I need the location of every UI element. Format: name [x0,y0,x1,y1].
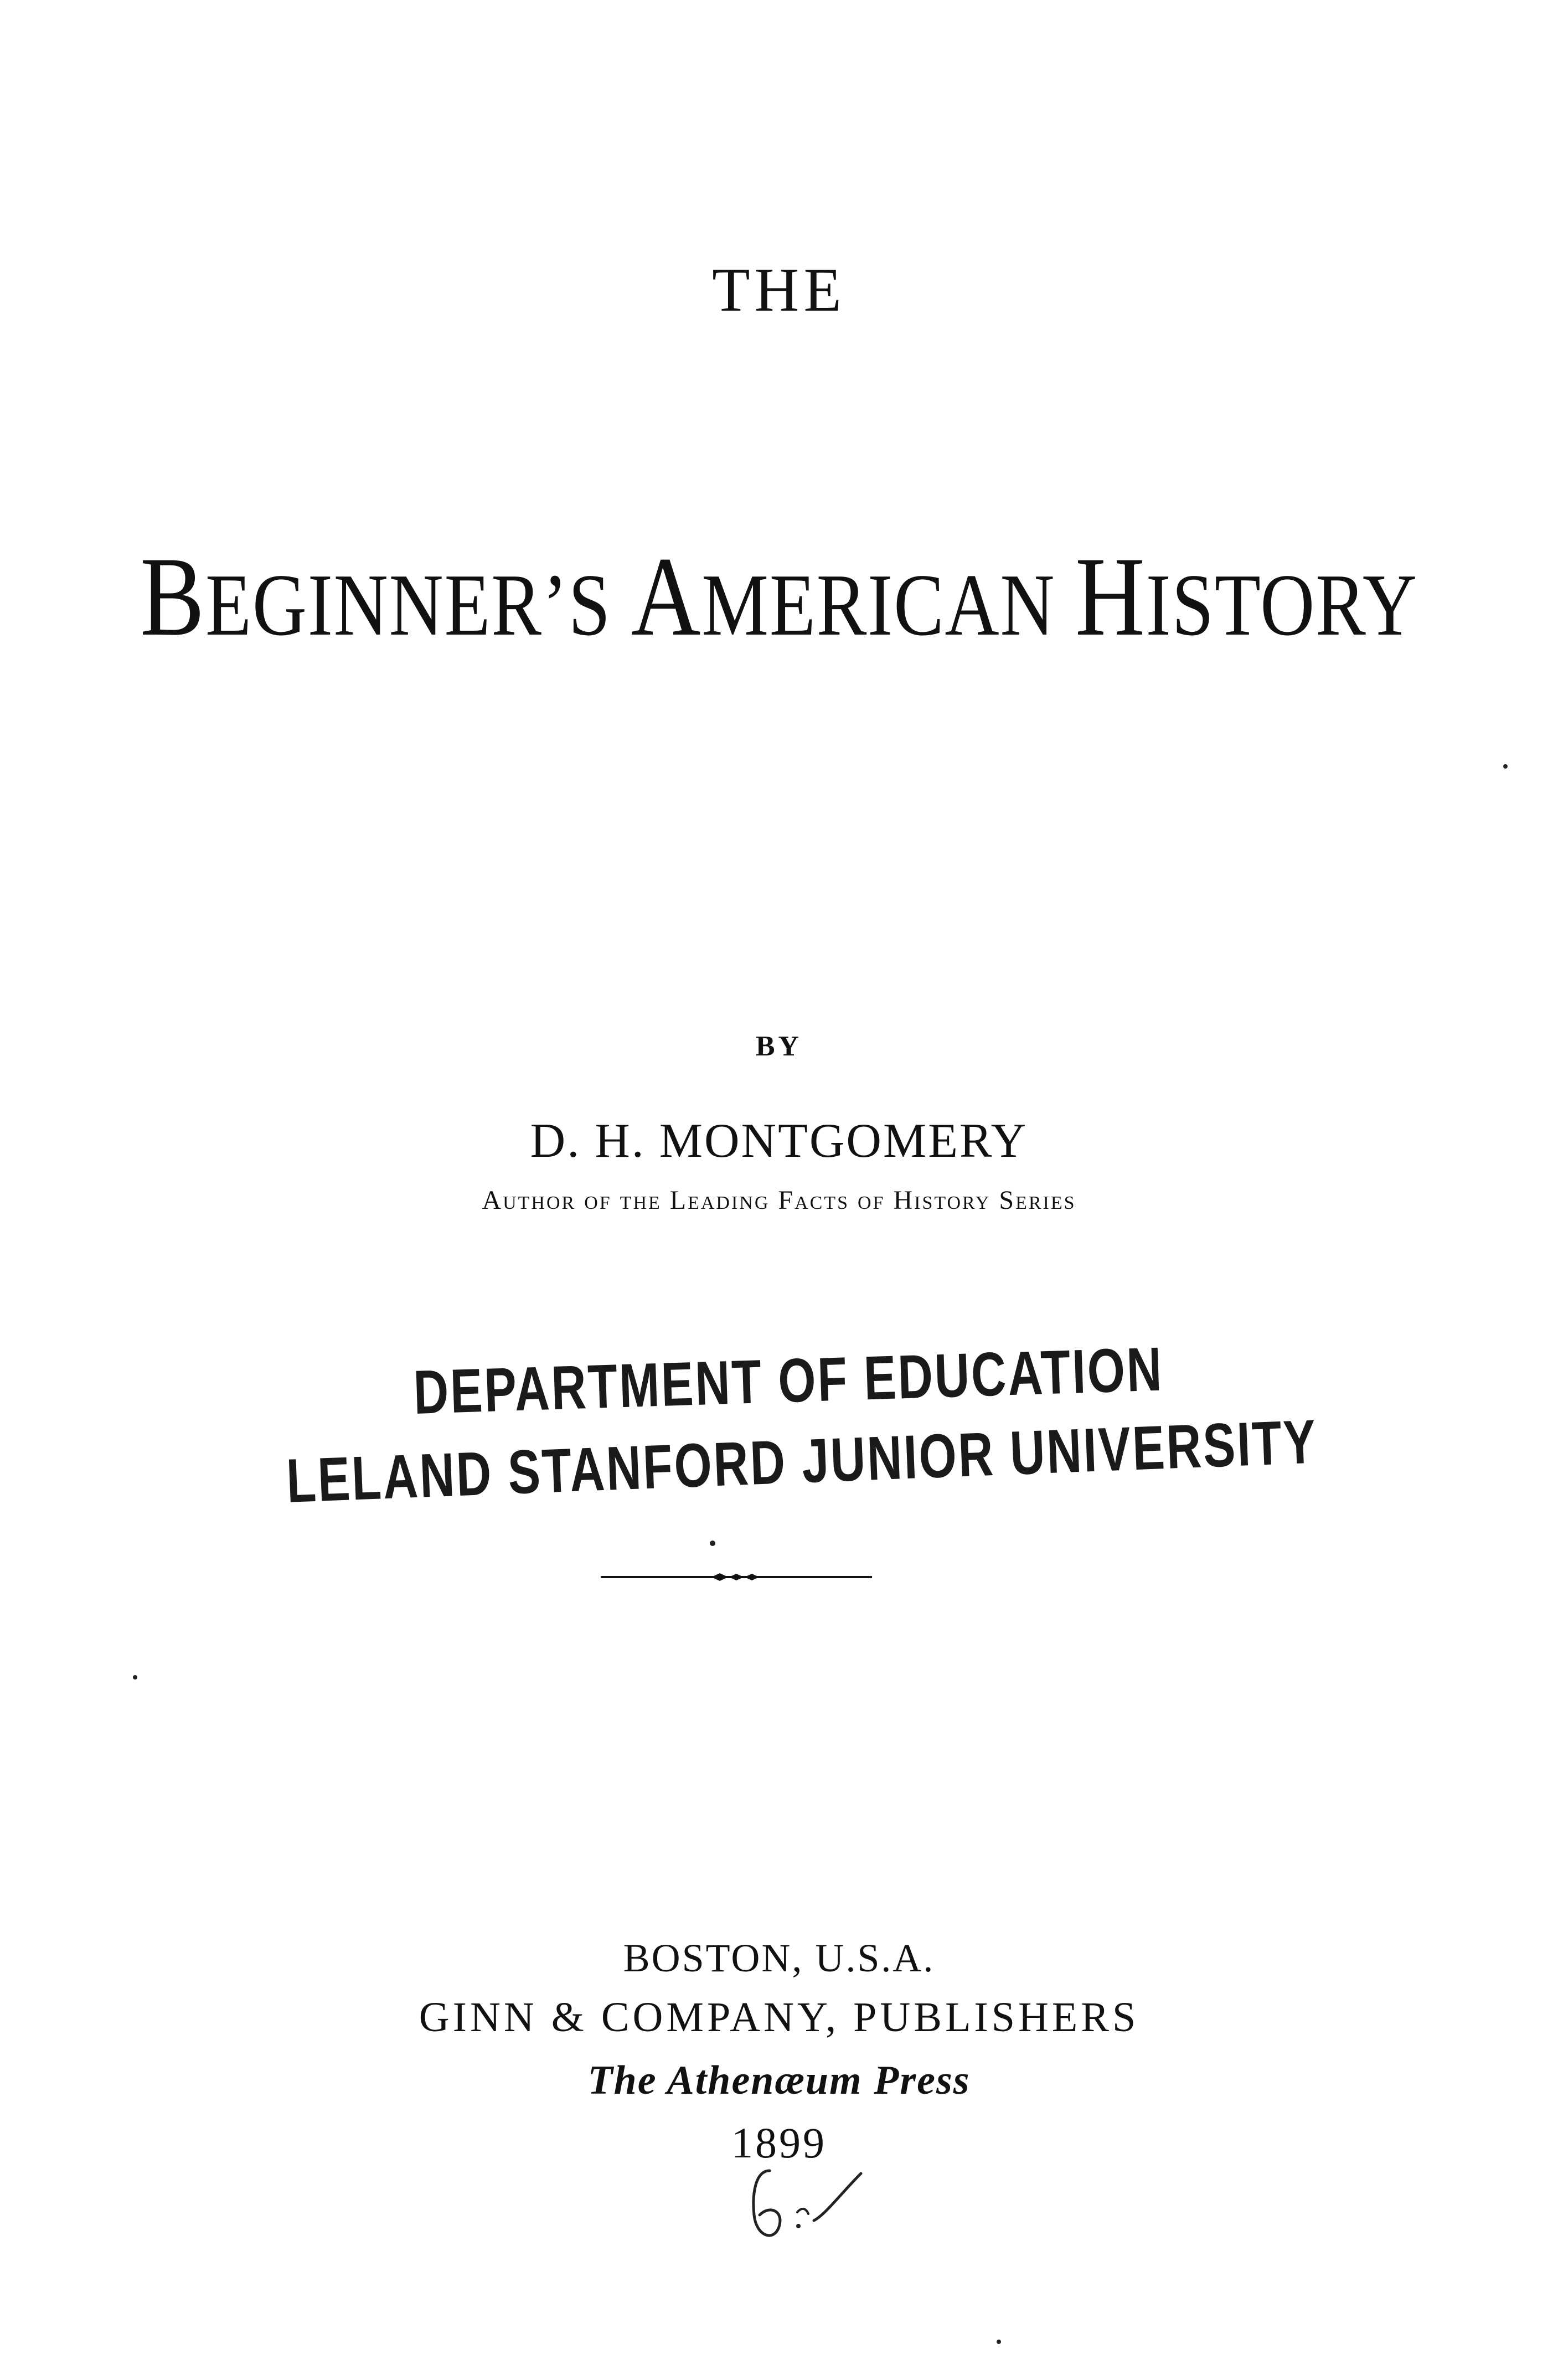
author-description: Author of the Leading Facts of History Series [482,1186,1076,1215]
publication-year: 1899 [731,2119,827,2167]
paper-speck [710,1541,715,1546]
author-name: D. H. MONTGOMERY [530,1114,1028,1168]
by-line: BY [755,1031,803,1062]
ornamental-rule [601,1572,872,1583]
title-article: THE [712,256,846,324]
title-initial-a: A [631,534,702,660]
title-initial-h: H [1075,534,1146,660]
publisher-city: BOSTON, U.S.A. [623,1936,935,1980]
library-stamp-line-1: DEPARTMENT OF EDUCATION [412,1334,1164,1427]
publisher-name: GINN & COMPANY, PUBLISHERS [419,1994,1139,2041]
title-initial-b: B [140,534,205,660]
paper-speck [997,2340,1001,2344]
title-word-beginners: EGINNER’S [205,555,631,654]
paper-speck [1503,764,1508,769]
title-word-american: MERICAN [701,555,1075,654]
paper-speck [133,1675,137,1680]
press-name: The Athenæum Press [587,2058,971,2103]
handwritten-mark [736,2160,875,2254]
title-word-history: ISTORY [1146,555,1418,654]
book-title [117,532,1441,662]
library-stamp-line-2: LELAND STANFORD JUNIOR UNIVERSITY [285,1407,1319,1516]
